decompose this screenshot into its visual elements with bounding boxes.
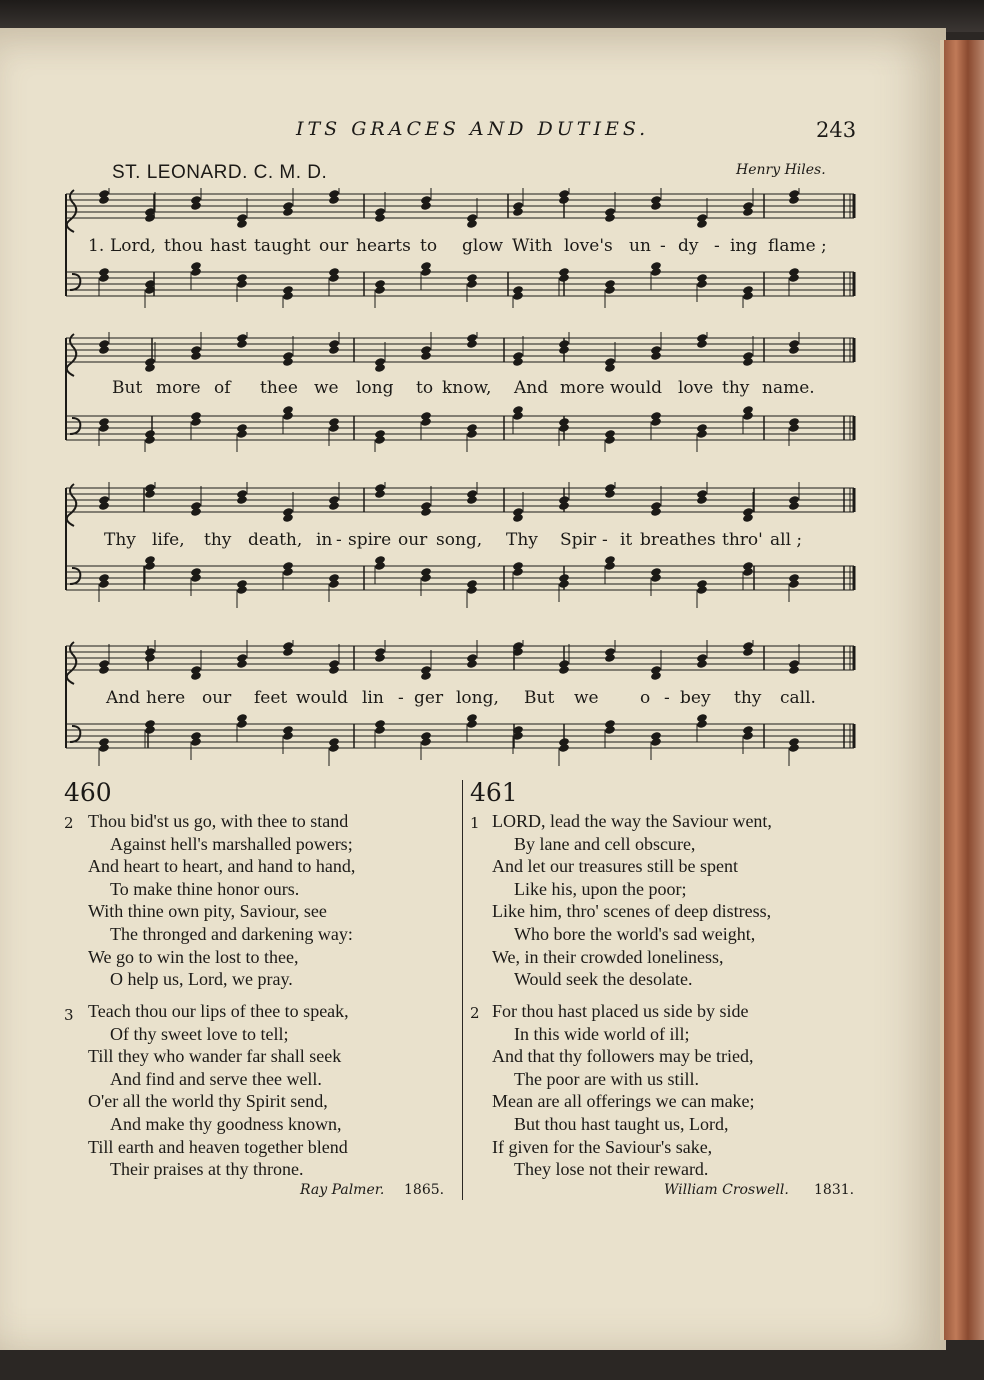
lyric-syllable: here bbox=[146, 688, 186, 708]
music-system-1 bbox=[64, 188, 864, 308]
verse-line: With thine own pity, Saviour, see bbox=[88, 901, 327, 922]
treble-clef bbox=[67, 642, 76, 684]
lyric-syllable: - bbox=[602, 530, 608, 550]
verse-line: Who bore the world's sad weight, bbox=[514, 923, 756, 944]
verse-line: For thou hast placed us side by side bbox=[492, 1001, 749, 1021]
lyric-syllable: love bbox=[678, 378, 714, 398]
lyric-syllable: bey bbox=[680, 688, 711, 708]
lyric-syllable: to bbox=[420, 236, 438, 256]
verse-line: And heart to heart, and hand to hand, bbox=[88, 856, 356, 877]
verse-line: O help us, Lord, we pray. bbox=[110, 969, 293, 990]
lyric-syllable: And bbox=[106, 688, 141, 708]
hymn-460-author: Ray Palmer. bbox=[300, 1182, 385, 1198]
bass-clef bbox=[70, 274, 80, 290]
lyric-syllable: life, bbox=[152, 530, 185, 550]
bass-clef bbox=[70, 726, 80, 742]
treble-clef bbox=[67, 484, 76, 526]
lyric-syllable: thy bbox=[722, 378, 750, 398]
lyric-syllable: flame ; bbox=[768, 236, 827, 256]
verse-line: Like him, thro' scenes of deep distress, bbox=[492, 901, 772, 922]
lyric-syllable: our bbox=[319, 236, 349, 256]
book-cover-edge bbox=[944, 40, 984, 1340]
lyric-syllable: death, bbox=[248, 530, 303, 550]
lyric-syllable: - bbox=[336, 530, 342, 550]
verse-line: They lose not their reward. bbox=[514, 1159, 709, 1180]
tune-name: ST. LEONARD. C. M. D. bbox=[112, 162, 328, 183]
lyric-syllable: Lord, bbox=[110, 236, 156, 256]
lyric-syllable: all ; bbox=[770, 530, 803, 550]
lyric-syllable: ger bbox=[414, 688, 444, 708]
lyric-syllable: it bbox=[620, 530, 633, 550]
lyric-syllable: - bbox=[398, 688, 404, 708]
lyric-syllable: our bbox=[202, 688, 232, 708]
hymn-461-stanza-1 bbox=[492, 810, 772, 991]
lyric-syllable: long, bbox=[456, 688, 499, 708]
lyric-syllable: song, bbox=[436, 530, 483, 550]
verse-line: The thronged and darkening way: bbox=[110, 923, 353, 944]
lyric-syllable: to bbox=[416, 378, 434, 398]
lyric-syllable: un bbox=[629, 236, 651, 256]
stanza-number: 2 bbox=[470, 1004, 480, 1022]
lyric-syllable: But bbox=[112, 378, 143, 398]
lyric-syllable: With bbox=[512, 236, 553, 256]
lyric-syllable: more bbox=[156, 378, 201, 398]
verse-line: But thou hast taught us, Lord, bbox=[514, 1113, 729, 1134]
lyric-syllable: long bbox=[356, 378, 394, 398]
verse-line: To make thine honor ours. bbox=[110, 878, 300, 899]
running-title: ITS GRACES AND DUTIES. bbox=[296, 118, 650, 140]
hymn-461-year: 1831. bbox=[814, 1182, 855, 1198]
lyric-syllable: thy bbox=[204, 530, 232, 550]
verse-line: If given for the Saviour's sake, bbox=[492, 1136, 713, 1157]
composer: Henry Hiles. bbox=[736, 162, 826, 178]
verse-line: LORD, lead the way the Saviour went, bbox=[492, 811, 772, 831]
bass-clef bbox=[70, 568, 80, 584]
verse-line: We, in their crowded loneliness, bbox=[492, 946, 724, 967]
hymn-number-460: 460 bbox=[64, 778, 112, 807]
lyric-syllable: o bbox=[640, 688, 651, 708]
verse-line: Their praises at thy throne. bbox=[110, 1159, 304, 1180]
verse-line: Would seek the desolate. bbox=[514, 969, 693, 990]
lyric-line-2 bbox=[64, 378, 864, 402]
lyric-syllable: 1. bbox=[88, 236, 105, 256]
verse-line: Till earth and heaven together blend bbox=[88, 1136, 348, 1157]
lyric-syllable: Spir bbox=[560, 530, 597, 550]
verse-line: The poor are with us still. bbox=[514, 1068, 699, 1089]
lyric-syllable: we bbox=[314, 378, 339, 398]
lyric-syllable: love's bbox=[564, 236, 613, 256]
lyric-syllable: name. bbox=[762, 378, 815, 398]
lyric-syllable: of bbox=[214, 378, 231, 398]
music-system-2 bbox=[64, 332, 864, 452]
lyric-syllable: - bbox=[664, 688, 670, 708]
verse-line: In this wide world of ill; bbox=[514, 1023, 690, 1044]
lyric-line-4 bbox=[64, 688, 864, 712]
lyric-syllable: our bbox=[398, 530, 428, 550]
verse-line: Teach thou our lips of thee to speak, bbox=[88, 1001, 349, 1021]
lyric-syllable: call. bbox=[780, 688, 816, 708]
lyric-syllable: hast bbox=[210, 236, 247, 256]
lyric-syllable: more bbox=[560, 378, 605, 398]
verse-line: And find and serve thee well. bbox=[110, 1068, 322, 1089]
lyric-syllable: lin bbox=[362, 688, 384, 708]
lyric-syllable: know, bbox=[442, 378, 492, 398]
treble-clef bbox=[67, 334, 76, 376]
bass-clef bbox=[70, 418, 80, 434]
hymn-461-stanza-2 bbox=[492, 1000, 755, 1181]
music-system-4 bbox=[64, 640, 864, 770]
verse-line: Of thy sweet love to tell; bbox=[110, 1023, 289, 1044]
verse-line: O'er all the world thy Spirit send, bbox=[88, 1091, 328, 1112]
stanza-number: 3 bbox=[64, 1006, 74, 1024]
verse-line: Against hell's marshalled powers; bbox=[110, 833, 353, 854]
verse-line: And that thy followers may be tried, bbox=[492, 1046, 754, 1067]
lyric-syllable: would bbox=[610, 378, 663, 398]
lyric-syllable: we bbox=[574, 688, 599, 708]
hymn-461-author: William Croswell. bbox=[664, 1182, 789, 1198]
lyric-syllable: thy bbox=[734, 688, 762, 708]
verse-line: Mean are all offerings we can make; bbox=[492, 1091, 755, 1112]
music-system-3 bbox=[64, 482, 864, 612]
lyric-syllable: glow bbox=[462, 236, 504, 256]
lyric-syllable: feet bbox=[254, 688, 288, 708]
lyric-syllable: taught bbox=[254, 236, 311, 256]
column-divider bbox=[462, 780, 463, 1200]
lyric-syllable: thro' bbox=[722, 530, 763, 550]
lyric-syllable: - bbox=[660, 236, 666, 256]
lyric-syllable: ing bbox=[730, 236, 758, 256]
lyric-syllable: hearts bbox=[356, 236, 411, 256]
verse-line: And make thy goodness known, bbox=[110, 1113, 342, 1134]
hymn-number-461: 461 bbox=[470, 778, 518, 807]
lyric-syllable: thou bbox=[164, 236, 203, 256]
hymn-460-year: 1865. bbox=[404, 1182, 445, 1198]
lyric-syllable: breathes bbox=[640, 530, 716, 550]
lyric-syllable: would bbox=[296, 688, 349, 708]
lyric-syllable: spire bbox=[348, 530, 392, 550]
verse-line: Thou bid'st us go, with thee to stand bbox=[88, 811, 349, 831]
verse-line: Till they who wander far shall seek bbox=[88, 1046, 342, 1067]
lyric-line-3 bbox=[64, 530, 864, 554]
lyric-syllable: Thy bbox=[506, 530, 538, 550]
lyric-syllable: in bbox=[316, 530, 333, 550]
hymn-460-stanza-2 bbox=[88, 810, 355, 991]
verse-line: We go to win the lost to thee, bbox=[88, 946, 299, 967]
stanza-number: 2 bbox=[64, 814, 74, 832]
treble-clef bbox=[67, 190, 76, 232]
lyric-line-1 bbox=[64, 236, 864, 260]
lyric-syllable: And bbox=[514, 378, 549, 398]
lyric-syllable: - bbox=[714, 236, 720, 256]
stanza-number: 1 bbox=[470, 814, 480, 832]
hymn-460-stanza-3 bbox=[88, 1000, 349, 1181]
lyric-syllable: Thy bbox=[104, 530, 136, 550]
verse-line: And let our treasures still be spent bbox=[492, 856, 738, 877]
page-number: 243 bbox=[816, 118, 857, 142]
verse-line: By lane and cell obscure, bbox=[514, 833, 696, 854]
lyric-syllable: But bbox=[524, 688, 555, 708]
lyric-syllable: thee bbox=[260, 378, 298, 398]
lyric-syllable: dy bbox=[678, 236, 699, 256]
verse-line: Like his, upon the poor; bbox=[514, 878, 687, 899]
